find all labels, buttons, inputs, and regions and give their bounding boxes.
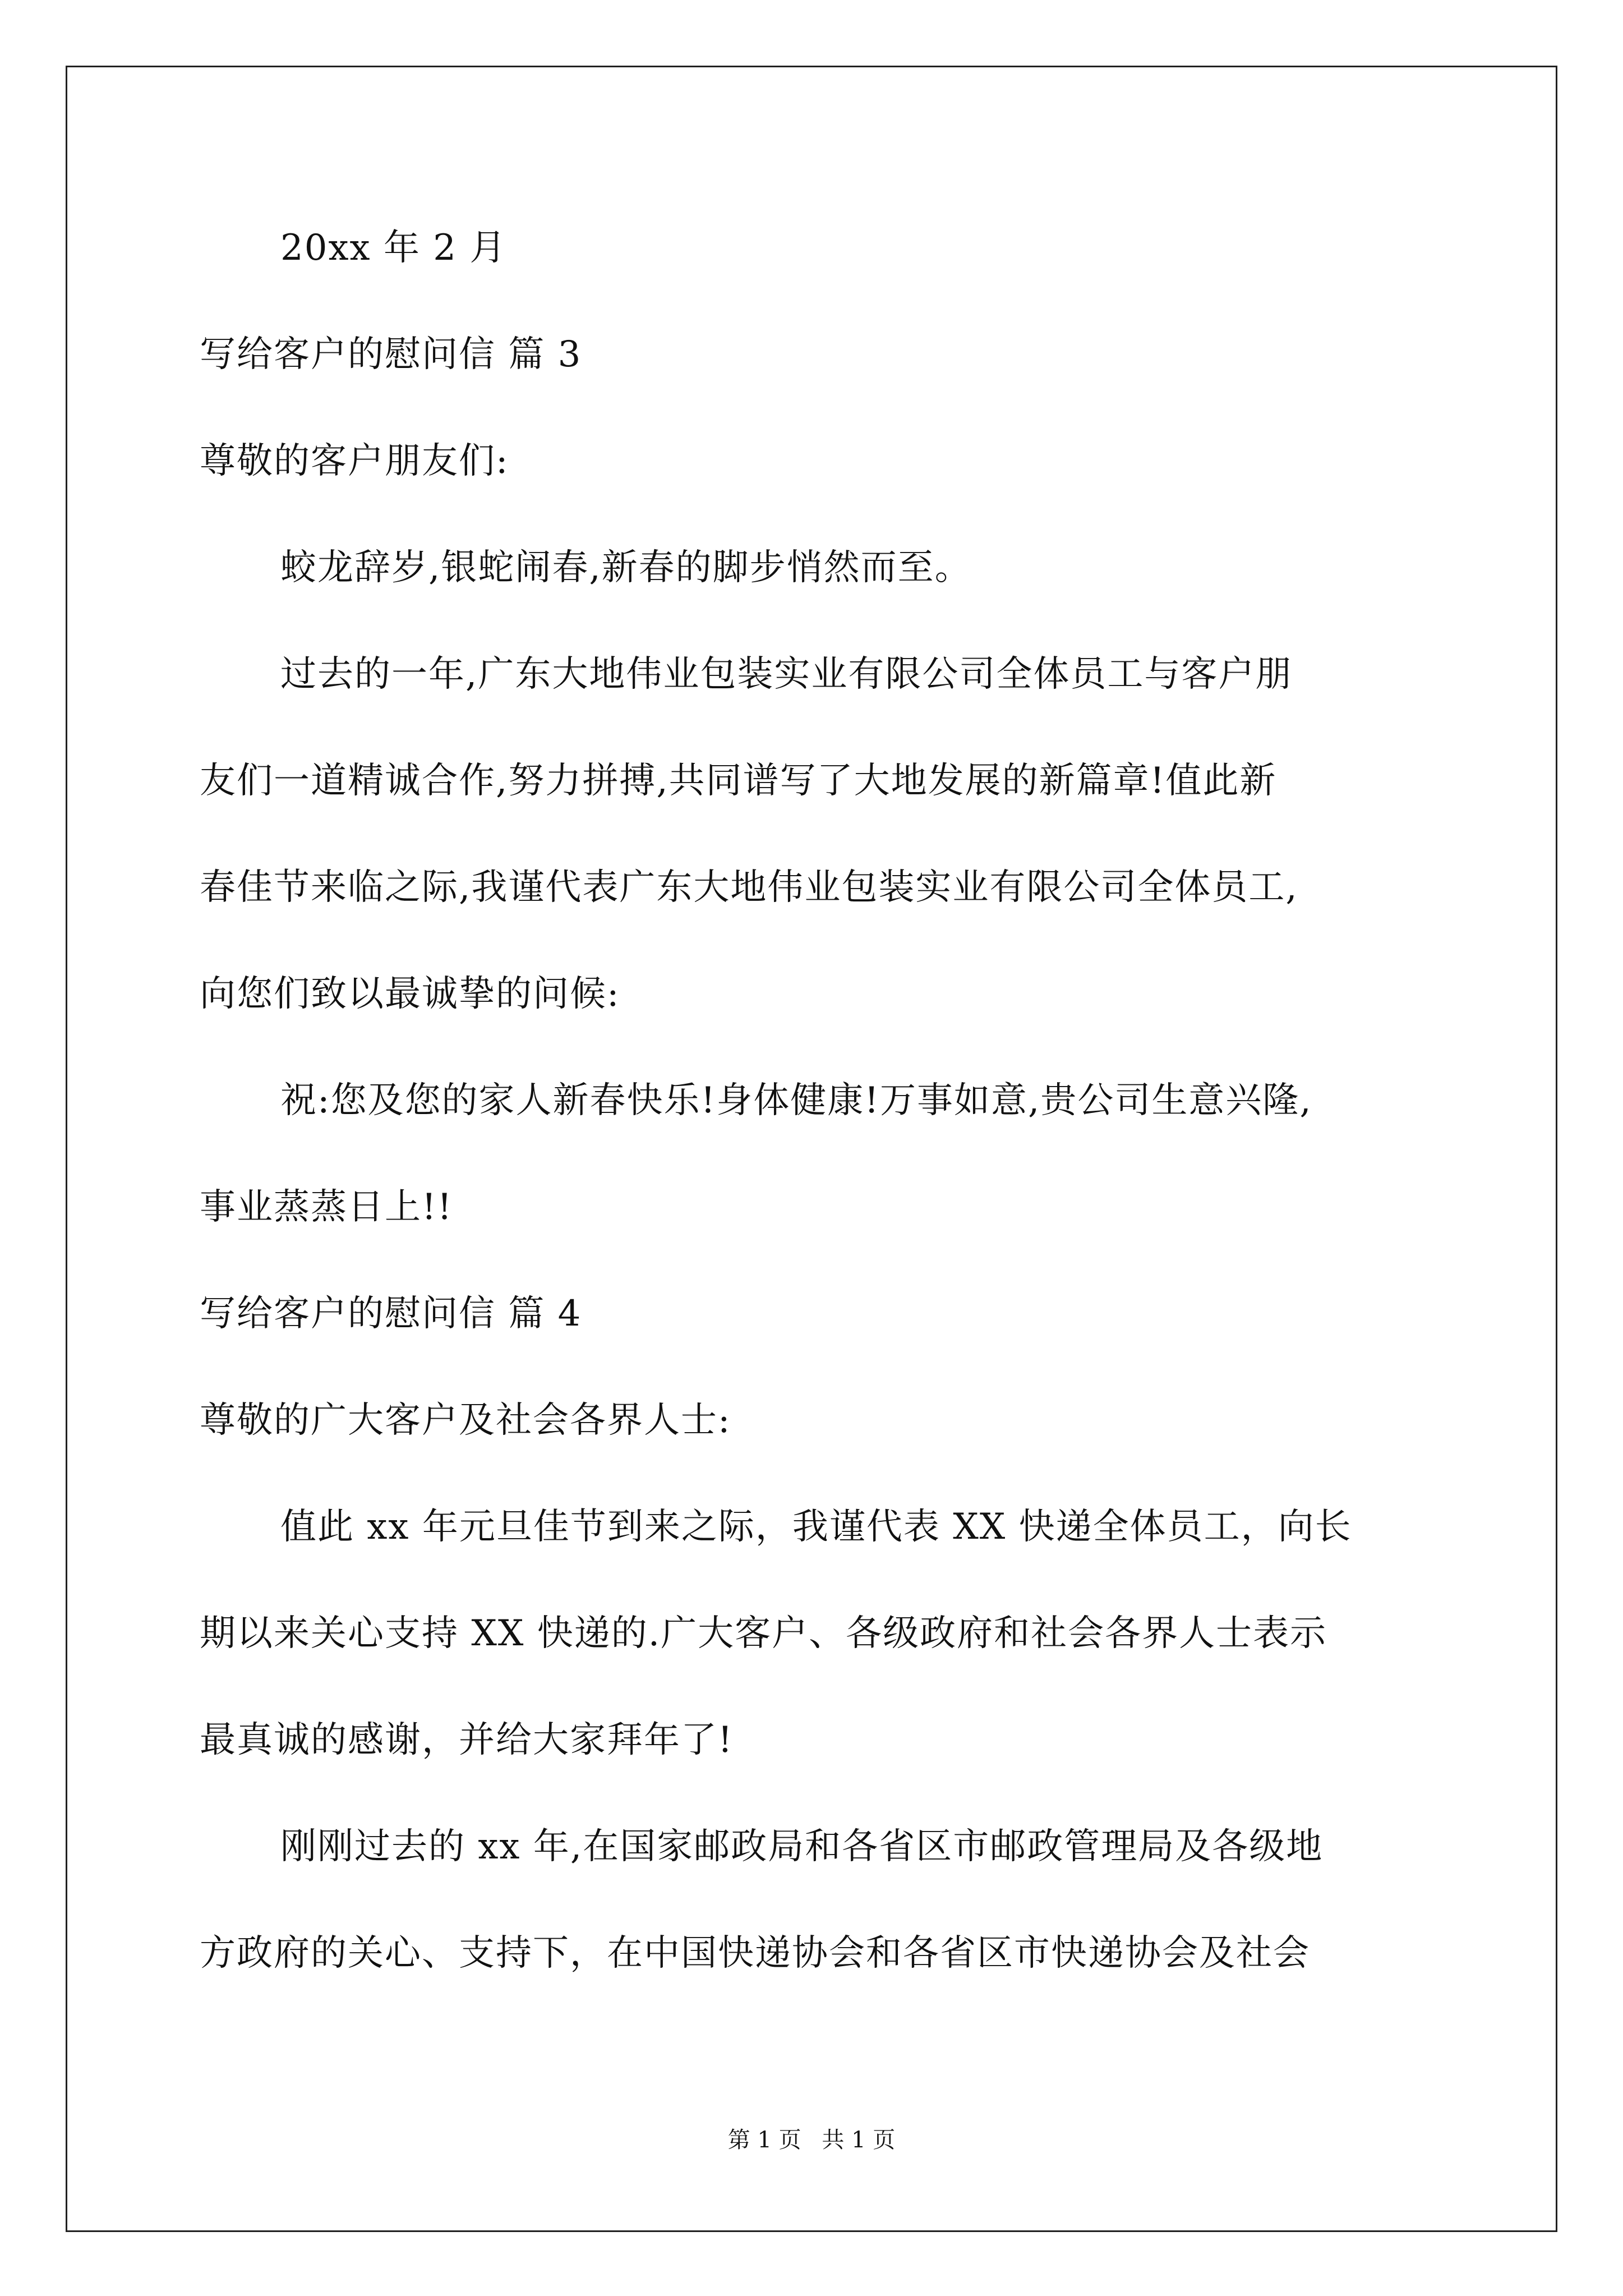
date-line: 20xx 年 2 月 [280,227,507,269]
paragraph-line: 向您们致以最诚挚的问候: [200,973,620,1015]
salutation-4: 尊敬的广大客户及社会各界人士: [200,1400,731,1441]
salutation-3: 尊敬的客户朋友们: [200,440,509,482]
page-footer [0,2126,1623,2154]
page-number: 第 1 页 [727,2127,801,2153]
paragraph-line: 事业蒸蒸日上!! [200,1186,453,1228]
paragraph-line: 蛟龙辞岁,银蛇闹春,新春的脚步悄然而至。 [280,547,972,588]
section-heading-4: 写给客户的慰问信 篇 4 [200,1293,582,1335]
paragraph-line: 过去的一年,广东大地伟业包装实业有限公司全体员工与客户朋 [280,654,1293,695]
page-border [66,66,1557,2232]
paragraph-line: 春佳节来临之际,我谨代表广东大地伟业包装实业有限公司全体员工, [200,867,1298,908]
paragraph-line: 方政府的关心、支持下，在中国快递协会和各省区市快递协会及社会 [200,1932,1310,1974]
paragraph-line: 祝:您及您的家人新春快乐!身体健康!万事如意,贵公司生意兴隆, [280,1080,1312,1121]
paragraph-line: 刚刚过去的 xx 年,在国家邮政局和各省区市邮政管理局及各级地 [280,1826,1324,1867]
paragraph-line: 最真诚的感谢，并给大家拜年了! [200,1719,734,1761]
paragraph-line: 值此 xx 年元旦佳节到来之际，我谨代表 XX 快递全体员工，向长 [280,1506,1352,1548]
page-total: 共 1 页 [822,2127,896,2153]
paragraph-line: 期以来关心支持 XX 快递的.广大客户、各级政府和社会各界人士表示 [200,1613,1327,1654]
paragraph-line: 友们一道精诚合作,努力拼搏,共同谱写了大地发展的新篇章!值此新 [200,760,1277,802]
section-heading-3: 写给客户的慰问信 篇 3 [200,334,582,375]
